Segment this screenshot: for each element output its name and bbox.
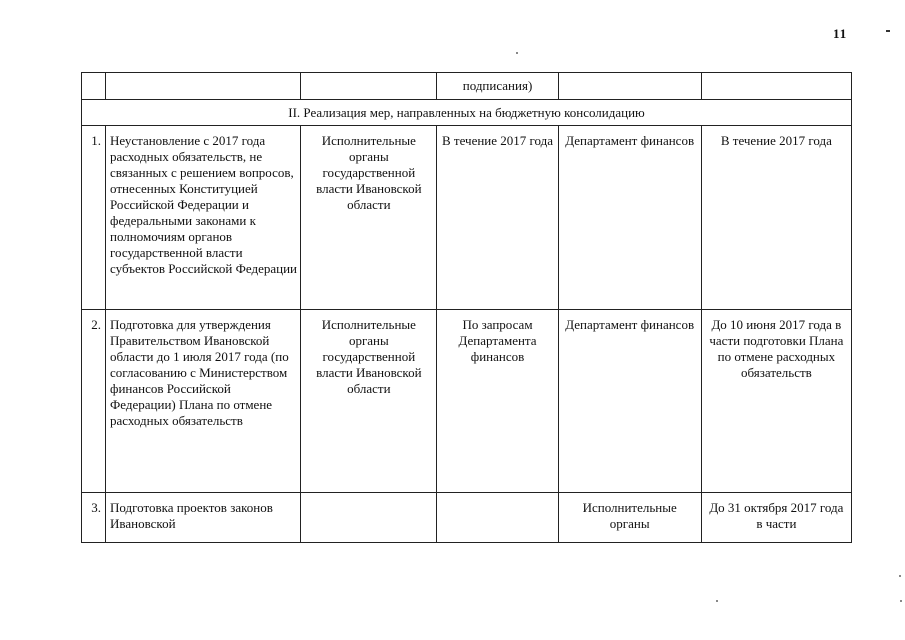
continuation-cell bbox=[437, 73, 558, 100]
term bbox=[437, 493, 557, 500]
scan-speck bbox=[716, 600, 718, 602]
executors-cell bbox=[301, 126, 437, 310]
responsible-cell bbox=[558, 126, 701, 310]
table-row bbox=[82, 310, 852, 493]
scan-speck bbox=[900, 600, 902, 602]
deadline: В течение 2017 года bbox=[720, 133, 832, 148]
empty-cell bbox=[701, 73, 851, 100]
measure-name-cell bbox=[106, 310, 301, 493]
row-number-cell bbox=[82, 493, 106, 543]
measure-name: Неустановление с 2017 года расходных обязательств, не связанных с решением вопросов, отнесенных Конституцией Российской Федерации и федеральными законами к полномочиям органов государственной власти субъектов Российской Федерации bbox=[110, 133, 297, 276]
term: По запросам Департамента финансов bbox=[458, 317, 537, 364]
section-title: II. Реализация мер, направленных на бюджетную консолидацию bbox=[82, 100, 852, 126]
measure-name: Подготовка для утверждения Правительством Ивановской области до 1 июля 2017 года (по согласованию с Министерством финансов Российской Федерации) Плана по отмене расходных обязательств bbox=[110, 317, 289, 428]
measure-name: Подготовка проектов законов Ивановской bbox=[110, 500, 273, 531]
empty-cell bbox=[106, 73, 301, 100]
scan-speck bbox=[516, 52, 518, 54]
executors bbox=[301, 493, 436, 500]
executors-cell bbox=[301, 493, 437, 543]
deadline-cell bbox=[701, 493, 851, 543]
term-cell bbox=[437, 126, 558, 310]
responsible: Департамент финансов bbox=[565, 133, 695, 148]
term-cell bbox=[437, 310, 558, 493]
section-header-row bbox=[82, 100, 852, 126]
row-number: 3. bbox=[91, 500, 102, 515]
empty-cell bbox=[558, 73, 701, 100]
row-number: 2. bbox=[91, 317, 102, 332]
term-cell bbox=[437, 493, 558, 543]
empty-cell bbox=[301, 73, 437, 100]
responsible-cell bbox=[558, 493, 701, 543]
executors: Исполнительные органы государственной власти Ивановской области bbox=[316, 317, 422, 396]
responsible-cell bbox=[558, 310, 701, 493]
measure-name-cell bbox=[106, 493, 301, 543]
empty-cell bbox=[82, 73, 106, 100]
row-number-cell bbox=[82, 310, 106, 493]
margin-mark bbox=[886, 30, 890, 32]
continuation-row bbox=[82, 73, 852, 100]
deadline: До 10 июня 2017 года в части подготовки Плана по отмене расходных обязательств bbox=[709, 317, 844, 380]
table-row bbox=[82, 126, 852, 310]
term: В течение 2017 года bbox=[441, 133, 554, 148]
deadline-cell bbox=[701, 310, 851, 493]
table-row bbox=[82, 493, 852, 543]
row-number: 1. bbox=[91, 133, 102, 148]
measure-name-cell bbox=[106, 126, 301, 310]
row-number-cell bbox=[82, 126, 106, 310]
deadline: До 31 октября 2017 года в части bbox=[709, 500, 844, 531]
scan-speck bbox=[899, 575, 901, 577]
responsible: Департамент финансов bbox=[565, 317, 695, 332]
continuation-text: подписания) bbox=[462, 78, 533, 93]
deadline-cell bbox=[701, 126, 851, 310]
responsible: Исполнительные органы bbox=[582, 500, 677, 531]
page-number: 11 bbox=[833, 26, 848, 41]
executors-cell bbox=[301, 310, 437, 493]
executors: Исполнительные органы государственной власти Ивановской области bbox=[316, 133, 422, 212]
measures-table bbox=[81, 72, 852, 543]
